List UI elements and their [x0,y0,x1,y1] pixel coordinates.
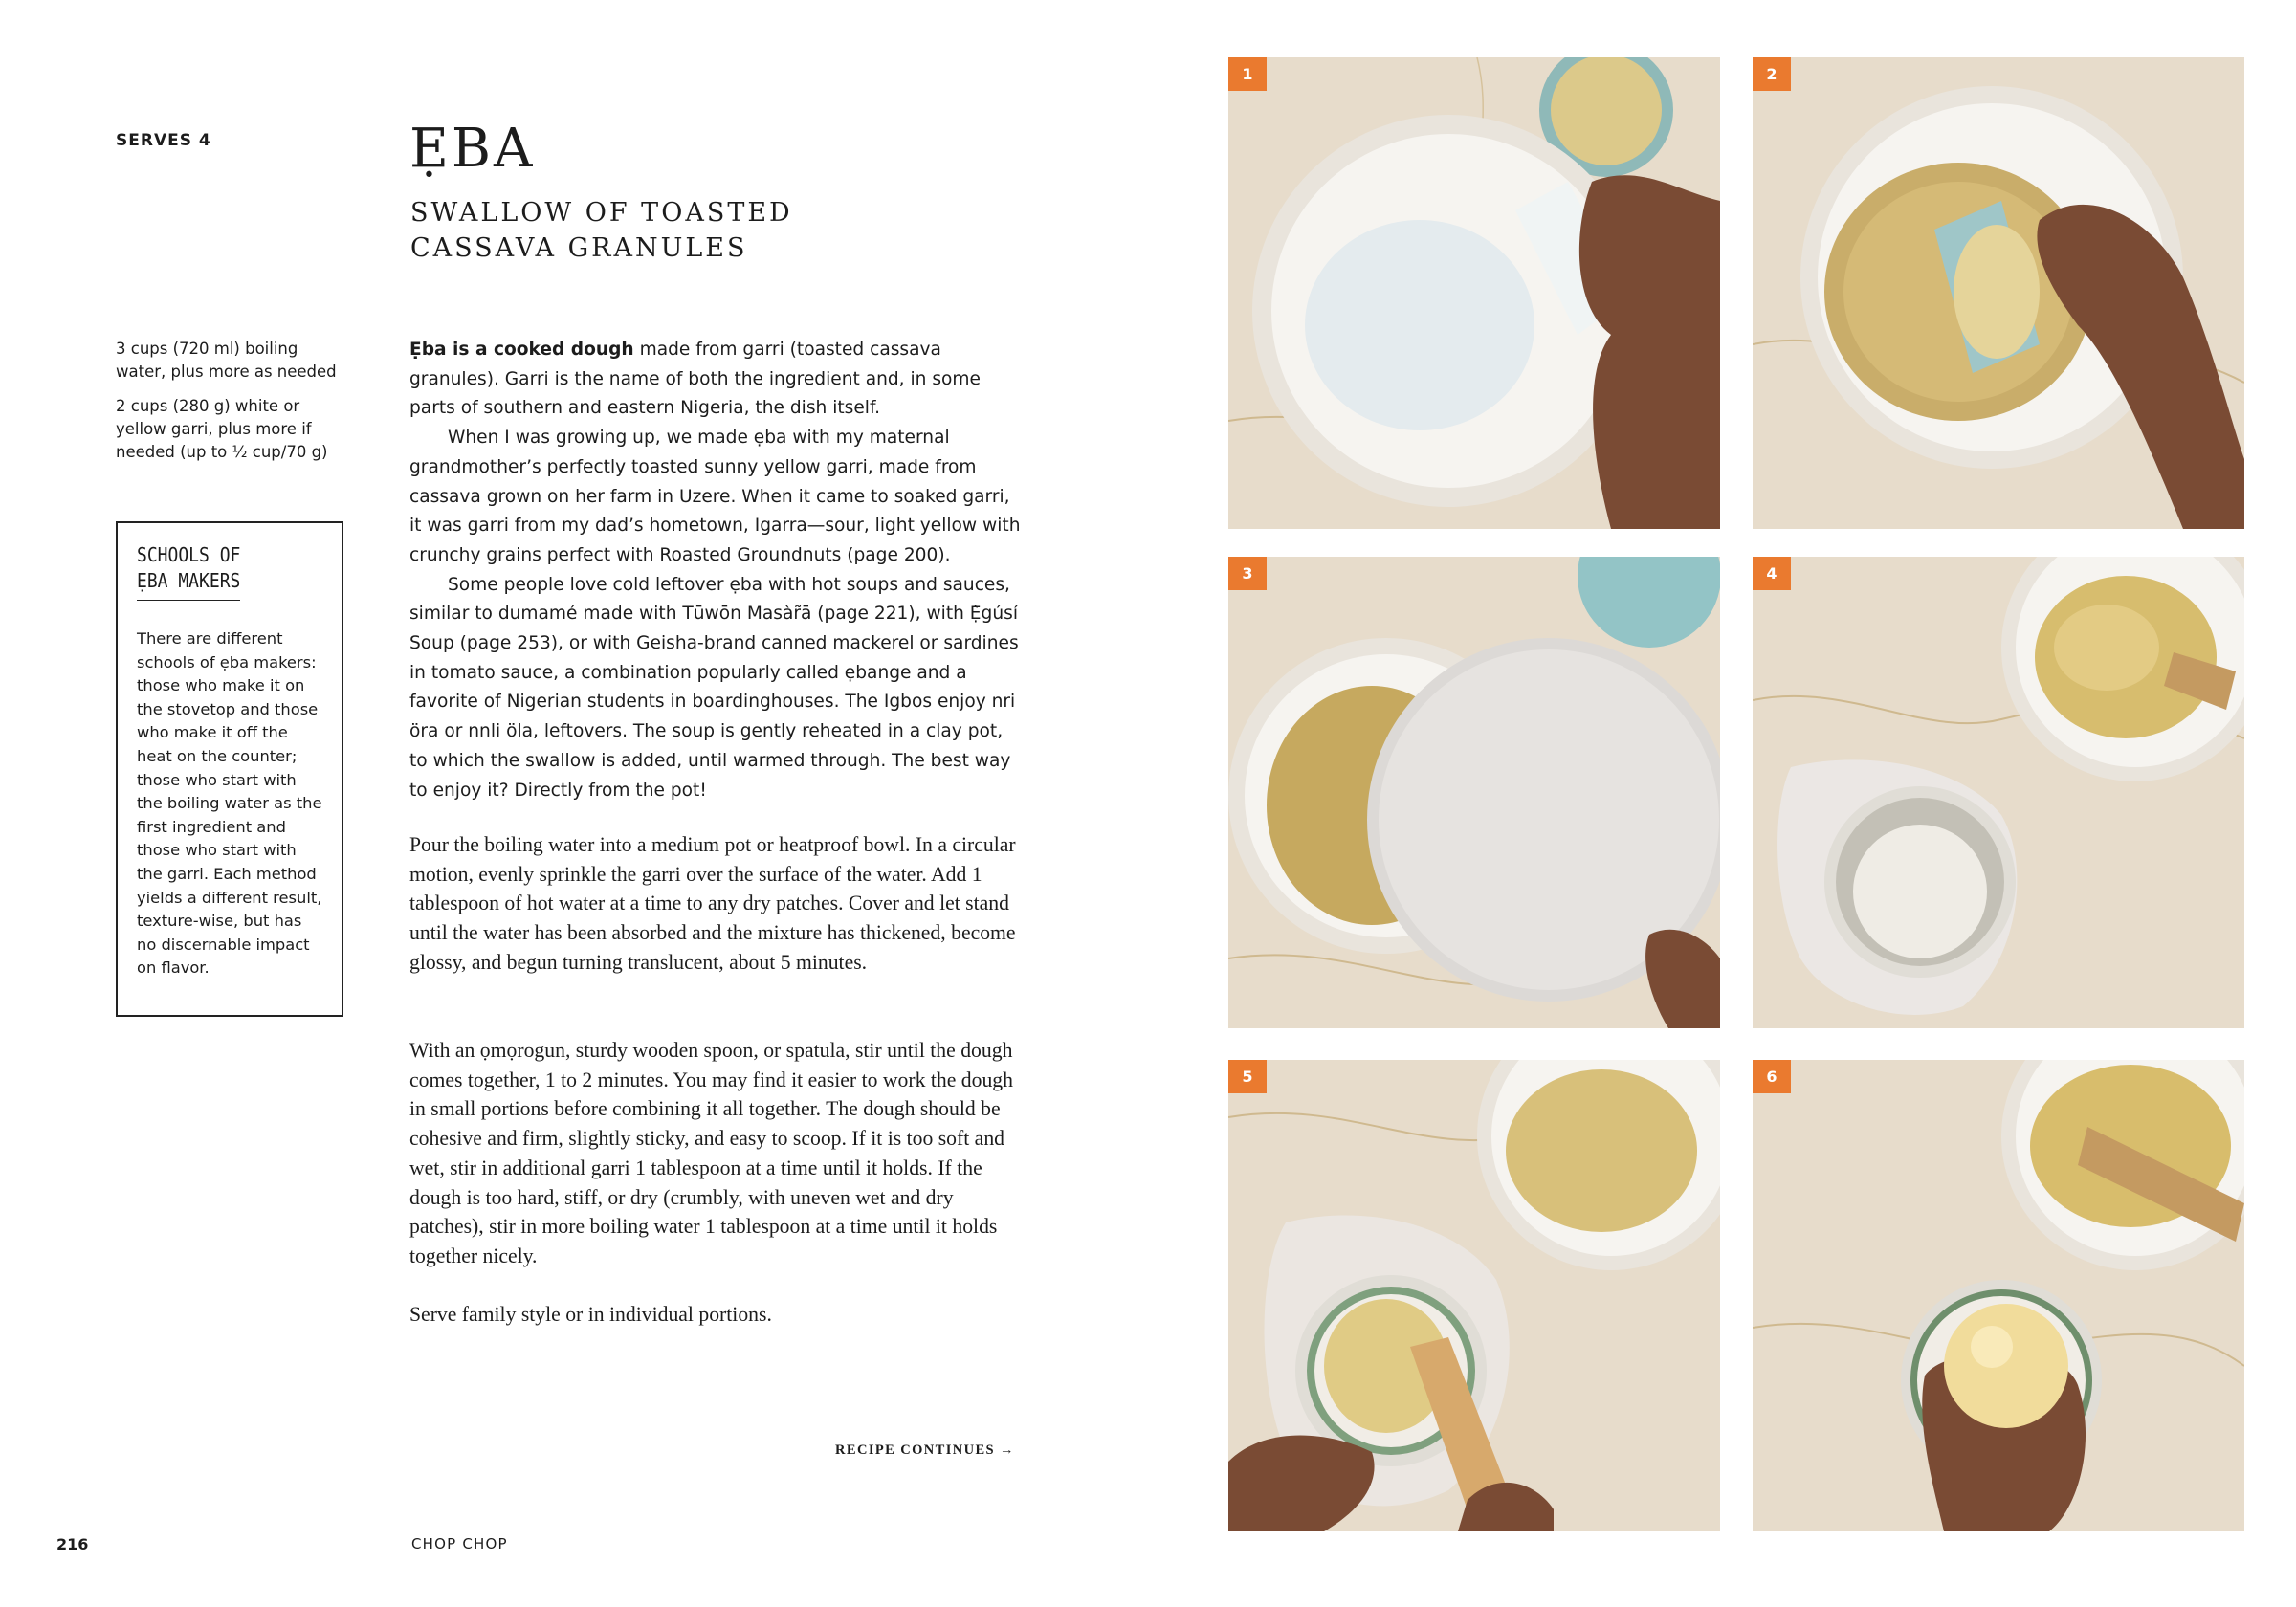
ingredient-item: 2 cups (280 g) white or yellow garri, plus more if needed (up to ½ cup/70 g) [116,397,328,461]
step-badge: 5 [1228,1060,1267,1093]
running-footer: CHOP CHOP [411,1535,508,1552]
step-photo-4-illustration [1753,557,2244,1028]
ingredient-list [116,338,350,475]
method-step: Pour the boiling water into a medium pot or heatproof bowl. In a circular motion, evenly sprinkle the garri over the surface of the water. Add 1 tablespoon of hot water at a time to any dry patches. Cover and let stand until the water has been absorbed and the mixture has thickened, become glossy, and begun turning translucent, about 5 minutes. [409,833,1016,974]
sidebar-body: There are different schools of ẹba makers: those who make it on the stovetop and those who make it off the heat on the counter; those who start with the boiling water as the first ingredient and those who start with the garri. Each method yields a different result, texture-wise, but has no discernable impact on flavor. [137,629,322,978]
intro-paragraph [409,336,1022,424]
step-badge: 3 [1228,557,1267,590]
step-badge: 1 [1228,57,1267,91]
sidebar-box [116,521,343,1017]
sidebar-title-line: SCHOOLS OF [137,543,241,566]
page-number: 216 [56,1535,89,1553]
step-photo-1 [1228,57,1720,529]
step-photo-2 [1753,57,2244,529]
intro-text [409,336,1022,805]
intro-lead: Ẹba is a cooked dough [409,340,634,360]
step-badge: 4 [1753,557,1791,590]
step-photo-6-illustration [1753,1060,2244,1531]
recipe-subtitle: SWALLOW OF TOASTED CASSAVA GRANULES [410,198,793,263]
step-badge: 2 [1753,57,1791,91]
step-photo-4 [1753,557,2244,1028]
serves-label: SERVES 4 [116,131,211,150]
step-photo-3-illustration [1228,557,1720,1028]
step-photo-2-illustration [1753,57,2244,529]
method-step: With an ọmọrogun, sturdy wooden spoon, or spatula, stir until the dough comes together, 1 to 2 minutes. You may find it easier to work the dough in small portions before combining it all together. The dough should be cohesive and firm, slightly sticky, and easy to scoop. If it is too soft and wet, stir in additional garri 1 tablespoon at a time until it holds. If the dough is too hard, stiff, or dry (crumbly, with uneven wet and dry patches), stir in more boiling water 1 tablespoon at a time until it holds together nicely. [409,1039,1013,1267]
step-photo-6 [1753,1060,2244,1531]
step-photo-5-illustration [1228,1060,1720,1531]
intro-paragraph: Some people love cold leftover ẹba with hot soups and sauces, similar to dumamé made with Tūwōn Masàr̃ā (page 221), with Ẹ̀gúsí Soup (page 253), or with Geisha-brand canned mackerel or sardines in tomato sauce, a combination popularly called ẹbange and a favorite of Nigerian students in boardinghouses. The Igbos enjoy nri öra or nnli öla, leftovers. The soup is gently reheated in a clay pot, to which the swallow is added, until warmed through. The best way to enjoy it? Directly from the pot! [409,574,1019,801]
intro-lead-rest: made from garri (toasted cassava granules). Garri is the name of both the ingredient and, in some parts of southern and eastern Nigeria, the dish itself. [409,340,981,419]
step-photo-5 [1228,1060,1720,1531]
step-badge: 6 [1753,1060,1791,1093]
sidebar-title [137,542,240,601]
step-photo-1-illustration [1228,57,1720,529]
ingredient-item: 3 cups (720 ml) boiling water, plus more as needed [116,340,337,381]
intro-paragraph: When I was growing up, we made ẹba with my maternal grandmother’s perfectly toasted sunny yellow garri, made from cassava grown on her farm in Uzere. When it came to soaked garri, it was garri from my dad’s hometown, Igarra—sour, light yellow with crunchy grains perfect with Roasted Groundnuts (page 200). [409,428,1021,565]
recipe-title: ẸBA [409,118,536,180]
sidebar-title-line: ẸBA MAKERS [137,569,241,592]
method-step: Serve family style or in individual portions. [409,1303,772,1326]
recipe-continues-link[interactable]: RECIPE CONTINUES → [835,1442,1015,1458]
step-photo-3 [1228,557,1720,1028]
